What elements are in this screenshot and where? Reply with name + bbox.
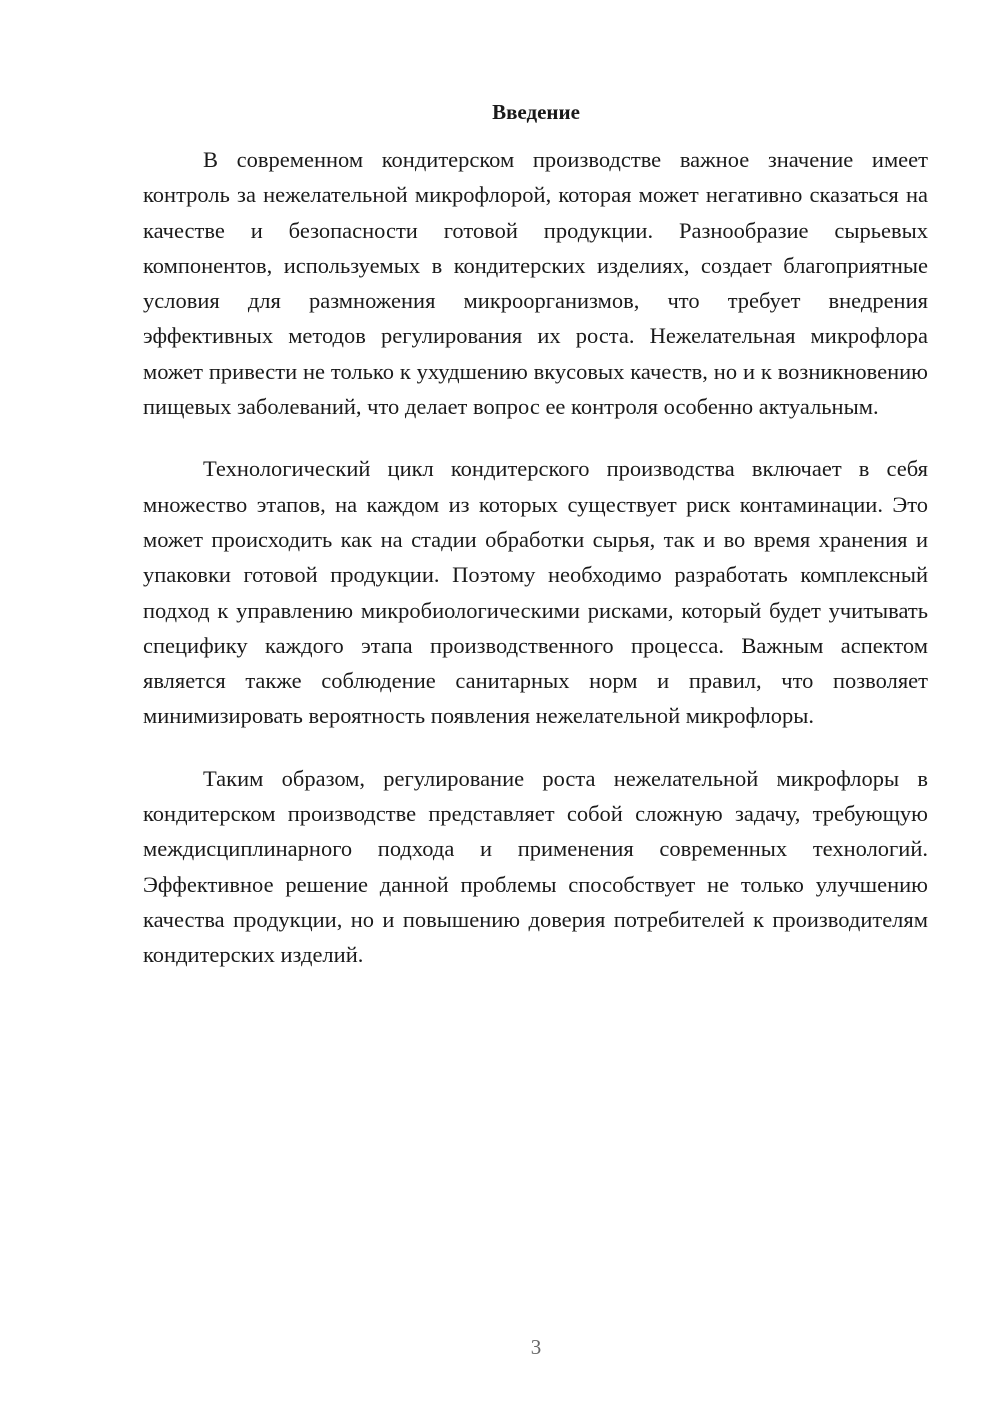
- section-heading: Введение: [492, 100, 580, 124]
- paragraph-2: Технологический цикл кондитерского производства включает в себя множество этапов, на каждом из которых существует риск контаминации. Это может происходить как на стадии обработки сырья, так и во время хранения и упаковки готовой продукции. Поэтому необходимо разработать комплексный подход к управлению микробиологическими рисками, который будет учитывать специфику каждого этапа производственного процесса. Важным аспектом является также соблюдение санитарных норм и правил, что позволяет минимизировать вероятность появления нежелательной микрофлоры.: [143, 456, 928, 729]
- page-number: 3: [530, 1335, 542, 1359]
- body-text: [143, 142, 928, 973]
- paragraph-1: В современном кондитерском производстве важное значение имеет контроль за нежелательной микрофлорой, которая может негативно сказаться на качестве и безопасности готовой продукции. Разнообразие сырьевых компонентов, используемых в кондитерских изделиях, создает благоприятные условия для размножения микроорганизмов, что требует внедрения эффективных методов регулирования их роста. Нежелательная микрофлора может привести не только к ухудшению вкусовых качеств, но и к возникновению пищевых заболеваний, что делает вопрос ее контроля особенно актуальным.: [143, 147, 928, 420]
- paragraph-3: Таким образом, регулирование роста нежелательной микрофлоры в кондитерском производстве представляет собой сложную задачу, требующую междисциплинарного подхода и применения современных технологий. Эффективное решение данной проблемы способствует не только улучшению качества продукции, но и повышению доверия потребителей к производителям кондитерских изделий.: [143, 765, 928, 968]
